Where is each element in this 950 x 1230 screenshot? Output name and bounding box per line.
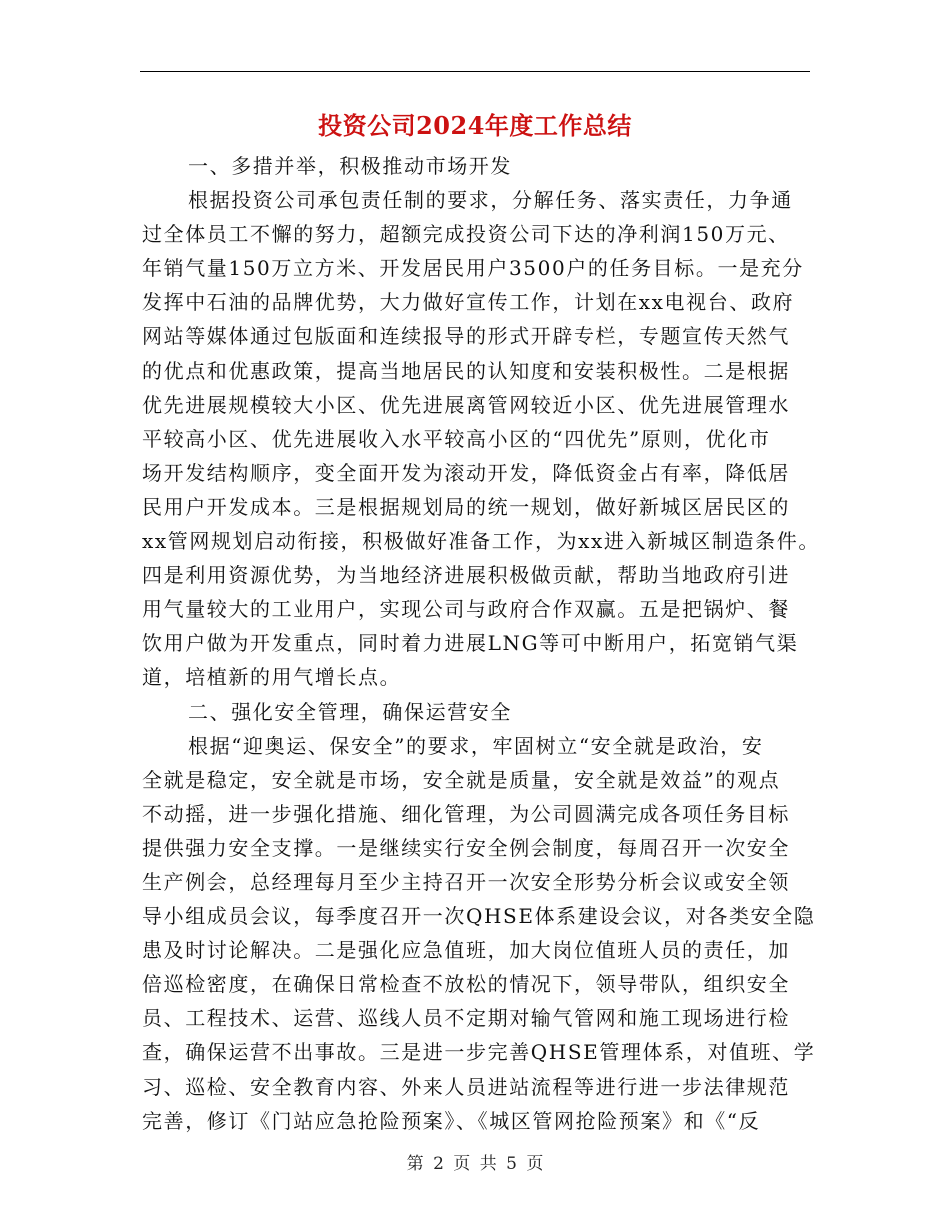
paragraph-line: 平较高小区、优先进展收入水平较高小区的“四优先”原则，优化市 [142,426,771,451]
paragraph-line: 场开发结构顺序，变全面开发为滚动开发，降低资金占有率，降低居 [142,460,790,485]
header-rule [140,71,810,72]
paragraph-line: 倍巡检密度，在确保日常检查不放松的情况下，领导带队，组织安全 [142,972,790,997]
document-title: 投资公司2024年度工作总结 [318,111,632,140]
paragraph-line: 的优点和优惠政策，提高当地居民的认知度和安装积极性。二是根据 [142,358,790,383]
paragraph-line: 提供强力安全支撑。一是继续实行安全例会制度，每周召开一次安全 [142,835,790,860]
paragraph-line: xx管网规划启动衔接，积极做好准备工作，为xx进入新城区制造条件。 [142,529,820,554]
paragraph-line: 员、工程技术、运营、巡线人员不定期对输气管网和施工现场进行检 [142,1006,790,1031]
paragraph-line: 根据“迎奥运、保安全”的要求，牢固树立“安全就是政治，安 [188,733,764,758]
section-heading: 二、强化安全管理，确保运营安全 [188,699,512,724]
paragraph-line: 发挥中石油的品牌优势，大力做好宣传工作，计划在xx电视台、政府 [142,290,795,315]
paragraph-line: 民用户开发成本。三是根据规划局的统一规划，做好新城区居民区的 [142,494,790,519]
section-heading: 一、多措并举，积极推动市场开发 [188,154,512,178]
paragraph-line: 导小组成员会议，每季度召开一次QHSE体系建设会议，对各类安全隐 [142,904,816,929]
paragraph-line: 过全体员工不懈的努力，超额完成投资公司下达的净利润150万元、 [142,222,790,247]
paragraph-line: 完善，修订《门站应急抢险预案》、《城区管网抢险预案》和《“反 [142,1108,761,1133]
paragraph-line: 年销气量150万立方米、开发居民用户3500户的任务目标。一是充分 [142,256,804,281]
paragraph-line: 全就是稳定，安全就是市场，安全就是质量，安全就是效益”的观点 [142,767,781,792]
paragraph-line: 用气量较大的工业用户，实现公司与政府合作双赢。五是把锅炉、餐 [142,597,790,622]
paragraph-line: 习、巡检、安全教育内容、外来人员进站流程等进行进一步法律规范 [142,1074,790,1099]
paragraph-line: 生产例会，总经理每月至少主持召开一次安全形势分析会议或安全领 [142,869,790,894]
paragraph-line: 网站等媒体通过包版面和连续报导的形式开辟专栏，专题宣传天然气 [142,324,790,349]
paragraph-line: 优先进展规模较大小区、优先进展离管网较近小区、优先进展管理水 [142,392,790,417]
paragraph-line: 根据投资公司承包责任制的要求，分解任务、落实责任，力争通 [188,188,793,213]
page-number-footer: 第 2 页 共 5 页 [406,1154,544,1174]
paragraph-line: 道，培植新的用气增长点。 [142,665,402,690]
paragraph-line: 饮用户做为开发重点，同时着力进展LNG等可中断用户，拓宽销气渠 [142,631,799,656]
paragraph-line: 四是利用资源优势，为当地经济进展积极做贡献，帮助当地政府引进 [142,563,790,588]
document-body [142,149,822,1138]
paragraph-line: 不动摇，进一步强化措施、细化管理，为公司圆满完成各项任务目标 [142,801,790,826]
paragraph-line: 患及时讨论解决。二是强化应急值班，加大岗位值班人员的责任，加 [142,938,790,963]
paragraph-line: 查，确保运营不出事故。三是进一步完善QHSE管理体系，对值班、学 [142,1040,816,1065]
